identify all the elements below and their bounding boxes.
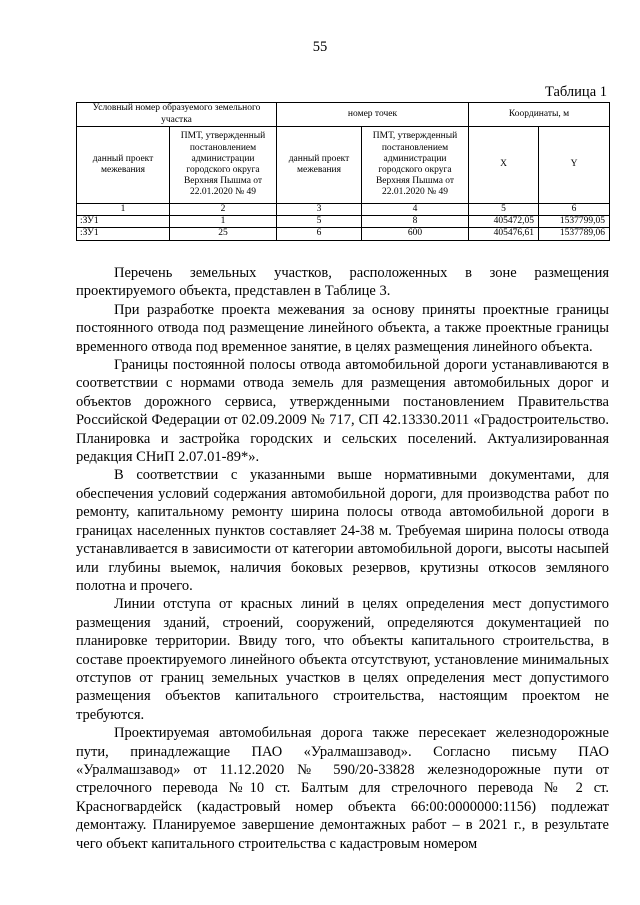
coordinates-table [76,102,610,241]
table-cell: 1 [77,204,170,216]
subheader-pmt-plot: ПМТ, утвержденный постановлением администрации городского округа Верхняя Пышма от 22.01.2020 № 49 [170,127,277,204]
table-cell: 6 [539,204,610,216]
table-cell: :ЗУ1 [77,228,170,240]
table-cell: 600 [362,228,469,240]
table-cell: 2 [170,204,277,216]
paragraph: Проектируемая автомобильная дорога также пересекает железнодорожные пути, принадлежащие ПАО «Уралмашзавод». Согласно письму ПАО «Уралмашзавод» от 11.12.2020 № 590/20-33828 железнодорожные пути от стрелочного перевода №10 ст. Балтым для стрелочного перевода № 2 ст. Красногвардейск (кадастровый номер объекта 66:00:0000000:1156) подлежат демонтажу. Планируемое завершение демонтажных работ – в 2021 г., в результате чего объект капитального строительства с кадастровым номером [76,725,609,852]
table-cell: 6 [277,228,362,240]
subheader-pmt-points: ПМТ, утвержденный постановлением администрации городского округа Верхняя Пышма от 22.01.2020 № 49 [362,127,469,204]
paragraph: При разработке проекта межевания за основу приняты проектные границы постоянного отвода под размещение линейного объекта, а также проектные границы временного отвода под временное занятие, в целях размещения линейного объекта. [76,301,609,355]
body-text [76,264,609,853]
table-cell: 25 [170,228,277,240]
header-plot-number: Условный номер образуемого земельного участка [77,103,277,127]
header-point-numbers: номер точек [277,103,469,127]
table-row [77,216,610,228]
subheader-project-plot: данный проект межевания [77,127,170,204]
paragraph: Линии отступа от красных линий в целях определения мест допустимого размещения зданий, строений, сооружений, определяются документацией по планировке территории. Ввиду того, что объекты капитального строительства, в составе проектируемого линейного объекта отсутствуют, установление минимальных отступов от границ земельных участков в целях определения мест допустимого размещения объектов капитального строительства, настоящим проектом не требуются. [76,596,609,723]
table-row [77,228,610,240]
table-caption: Таблица 1 [544,84,607,100]
table-cell: 1537789,06 [539,228,610,240]
paragraph: В соответствии с указанными выше нормативными документами, для обеспечения условий содержания автомобильной дороги, для производства работ по ремонту, капитальному ремонту ширина полосы отвода автомобильной дороги в границах населенных пунктов составляет 24-38 м. Требуемая ширина полосы отвода устанавливается в зависимости от категории автомобильной дороги, высоты насыпей или глубины выемок, наличия боковых резервов, крутизны откосов земляного полотна и прочего. [76,467,609,594]
table-header-row [77,103,610,127]
subheader-x: X [469,127,539,204]
page-number: 55 [312,39,328,55]
table-cell: 1 [170,216,277,228]
table-cell: 8 [362,216,469,228]
subheader-y: Y [539,127,610,204]
header-coordinates: Координаты, м [469,103,610,127]
table-cell: 405472,05 [469,216,539,228]
table-cell: :ЗУ1 [77,216,170,228]
table-index-row [77,204,610,216]
paragraph: Перечень земельных участков, расположенных в зоне размещения проектируемого объекта, представлен в Таблице 3. [76,265,609,300]
table-cell: 405476,61 [469,228,539,240]
paragraph: Границы постоянной полосы отвода автомобильной дороги устанавливаются в соответствии с нормами отвода земель для размещения автомобильных дорог и объектов дорожного сервиса, утвержденными постановлением Правительства Российской Федерации от 02.09.2009 № 717, СП 42.13330.2011 «Градостроительство. Планировка и застройка городских и сельских поселений. Актуализированная редакция СНиП 2.07.01-89*». [76,357,609,466]
table-cell: 3 [277,204,362,216]
table-cell: 5 [277,216,362,228]
subheader-project-points: данный проект межевания [277,127,362,204]
table-cell: 5 [469,204,539,216]
table-subheader-row [77,127,610,204]
table-cell: 1537799,05 [539,216,610,228]
table-cell: 4 [362,204,469,216]
